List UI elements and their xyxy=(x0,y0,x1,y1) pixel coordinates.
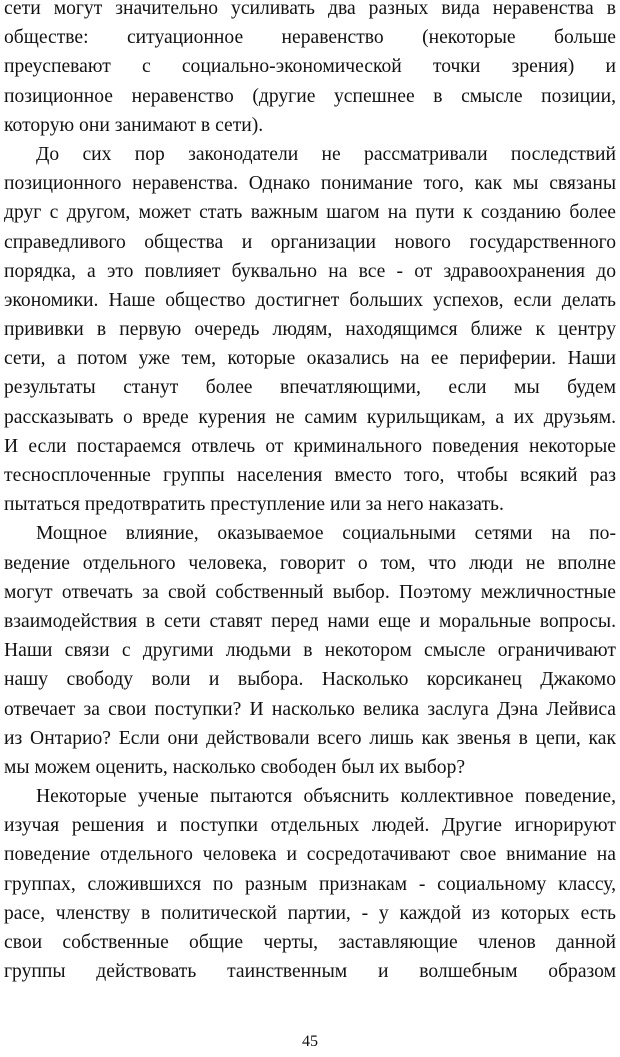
text-line: ведение отдельного человека, говорит о том, что люди не вполне xyxy=(4,552,616,574)
paragraph xyxy=(4,519,616,782)
text-line: мы можем оценить, насколько свободен был их выбор? xyxy=(4,756,466,778)
text-line: преуспевают с социально-экономической точки зрения) и xyxy=(4,56,616,78)
text-line: расе, членству в политической партии, - у каждой из которых есть xyxy=(4,902,616,924)
text-line: из Онтарио? Если они действовали всего лишь как звенья в цепи, как xyxy=(4,727,616,749)
text-line: группы действовать таинственным и волшебным образом xyxy=(4,961,616,983)
text-line: сети, а потом уже тем, которые оказались на ее периферии. Наши xyxy=(4,348,616,370)
text-line: Мощное влияние, оказываемое социальными сетями на по- xyxy=(36,523,616,545)
text-line: прививки в первую очередь людям, находящимся ближе к центру xyxy=(4,319,616,341)
text-line: тесносплоченные группы населения вместо того, чтобы всякий раз xyxy=(4,465,616,486)
text-line: И если постараемся отвлечь от криминального поведения некоторые xyxy=(4,435,616,457)
text-line: Некоторые ученые пытаются объяснить коллективное поведение, xyxy=(36,786,616,808)
text-line: друг с другом, может стать важным шагом на пути к созданию более xyxy=(4,202,616,224)
text-line: сети могут значительно усиливать два разных вида неравенства в xyxy=(4,0,616,19)
text-line: позиционного неравенства. Однако понимание того, как мы связаны xyxy=(4,173,616,195)
paragraph xyxy=(4,140,616,519)
text-line: группах, сложившихся по разным признакам - социальному классу, xyxy=(4,873,616,895)
text-line: До сих пор законодатели не рассматривали последствий xyxy=(36,143,616,165)
text-line: взаимодействия в сети ставят перед нами еще и моральные вопросы. xyxy=(4,610,616,632)
page-number: 45 xyxy=(302,1033,318,1050)
text-line: порядка, а это повлияет буквально на все - от здравоохранения до xyxy=(4,260,616,282)
body-text xyxy=(4,0,616,986)
text-line: свои собственные общие черты, заставляющие членов данной xyxy=(4,932,616,953)
text-line: экономики. Наше общество достигнет больших успехов, если делать xyxy=(4,289,616,311)
text-line: изучая решения и поступки отдельных людей. Другие игнорируют xyxy=(4,815,616,837)
text-line: отвечает за свои поступки? И насколько велика заслуга Дэна Лейвиса xyxy=(4,698,616,720)
paragraph xyxy=(4,782,616,986)
text-line: нашу свободу воли и выбора. Насколько корсиканец Джакомо xyxy=(4,669,616,691)
text-line: поведение отдельного человека и сосредотачивают свое внимание на xyxy=(4,844,616,866)
text-line: могут отвечать за свой собственный выбор. Поэтому межличностные xyxy=(4,581,616,603)
text-line: результаты станут более впечатляющими, если мы будем xyxy=(4,377,616,399)
paragraph xyxy=(4,0,616,140)
text-line: обществе: ситуационное неравенство (некоторые больше xyxy=(4,27,616,49)
text-line: справедливого общества и организации нового государственного xyxy=(4,231,616,253)
text-line: рассказывать о вреде курения не самим курильщикам, а их друзьям. xyxy=(4,406,616,428)
text-line: Наши связи с другими людьми в некотором смысле ограничивают xyxy=(4,640,616,662)
text-line: которую они занимают в сети). xyxy=(4,114,264,136)
text-line: пытаться предотвратить преступление или за него наказать. xyxy=(4,494,504,516)
text-line: позиционное неравенство (другие успешнее в смысле позиции, xyxy=(4,85,616,107)
